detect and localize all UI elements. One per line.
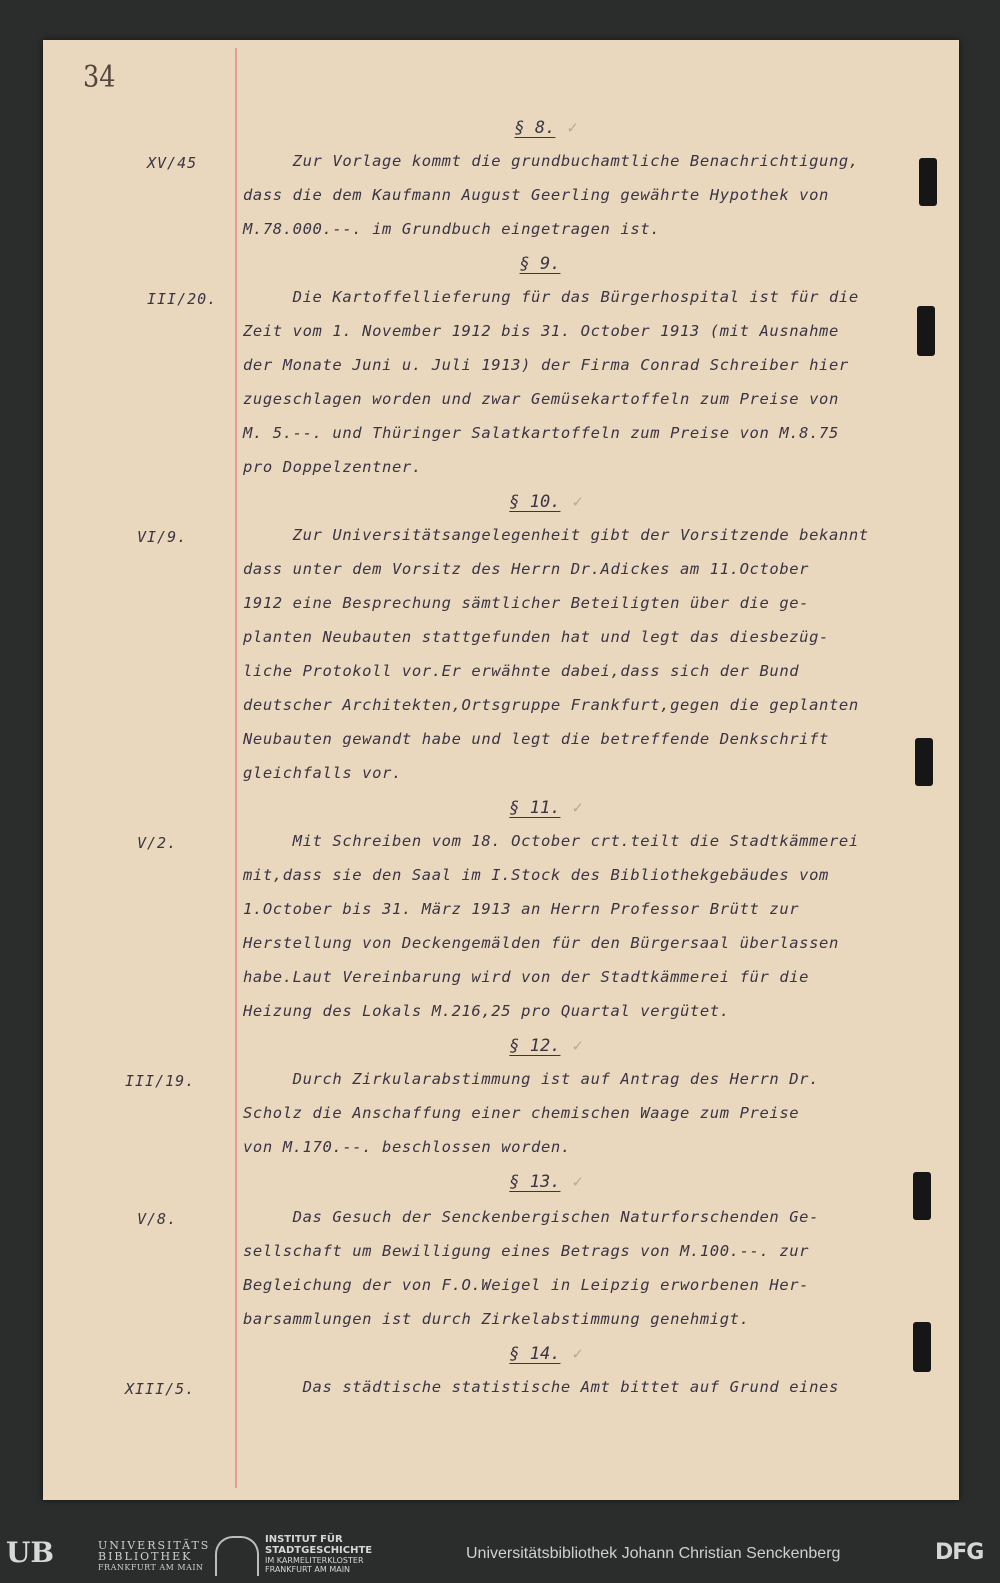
section-heading: § 8. ✓ — [514, 118, 578, 138]
ub-logo — [6, 1536, 211, 1576]
dfg-logo: DFG — [935, 1540, 984, 1565]
isg-text: INSTITUT FÜR STADTGESCHICHTE IM KARMELITERKLOSTER FRANKFURT AM MAIN — [265, 1534, 373, 1574]
text-line: Begleichung der von F.O.Weigel in Leipzig erworbenen Her- — [243, 1276, 810, 1294]
section-heading: § 14. ✓ — [509, 1344, 583, 1364]
section-heading: § 11. ✓ — [509, 798, 583, 818]
index-tab — [913, 1322, 931, 1372]
text-line: Das Gesuch der Senckenbergischen Naturforschenden Ge- — [243, 1208, 820, 1226]
text-line: deutscher Architekten,Ortsgruppe Frankfurt,gegen die geplanten — [243, 696, 859, 714]
margin-reference: V/2. — [137, 834, 178, 852]
text-line: dass die dem Kaufmann August Geerling gewährte Hypothek von — [243, 186, 829, 204]
margin-reference: XV/45 — [147, 154, 198, 172]
text-line: Mit Schreiben vom 18. October crt.teilt die Stadtkämmerei — [243, 832, 859, 850]
text-line: Neubauten gewandt habe und legt die betreffende Denkschrift — [243, 730, 829, 748]
text-line: Das städtische statistische Amt bittet auf Grund eines — [243, 1378, 839, 1396]
section-heading: § 12. ✓ — [509, 1036, 583, 1056]
section-heading: § 9. — [519, 254, 561, 274]
ub-mark: UB — [6, 1536, 55, 1569]
index-tab — [913, 1172, 931, 1220]
text-line: Zur Vorlage kommt die grundbuchamtliche Benachrichtigung, — [243, 152, 859, 170]
text-line: M.78.000.--. im Grundbuch eingetragen ist. — [243, 220, 661, 238]
text-line: Durch Zirkularabstimmung ist auf Antrag des Herrn Dr. — [243, 1070, 820, 1088]
text-line: Zur Universitätsangelegenheit gibt der Vorsitzende bekannt — [243, 526, 869, 544]
margin-reference: V/8. — [137, 1210, 178, 1228]
text-line: pro Doppelzentner. — [243, 458, 422, 476]
text-line: planten Neubauten stattgefunden hat und legt das diesbezüg- — [243, 628, 829, 646]
section-heading: § 13. ✓ — [509, 1172, 583, 1192]
isg-logo — [215, 1534, 445, 1578]
text-line: Zeit vom 1. November 1912 bis 31. October 1913 (mit Ausnahme — [243, 322, 839, 340]
text-line: zugeschlagen worden und zwar Gemüsekartoffeln zum Preise von — [243, 390, 839, 408]
text-line: barsammlungen ist durch Zirkelabstimmung genehmigt. — [243, 1310, 750, 1328]
text-line: gleichfalls vor. — [243, 764, 402, 782]
text-line: Scholz die Anschaffung einer chemischen Waage zum Preise — [243, 1104, 800, 1122]
margin-reference: III/20. — [147, 290, 218, 308]
text-line: 1.October bis 31. März 1913 an Herrn Professor Brütt zur — [243, 900, 800, 918]
text-line: dass unter dem Vorsitz des Herrn Dr.Adickes am 11.October — [243, 560, 810, 578]
page-number: 34 — [83, 60, 116, 95]
library-name: Universitätsbibliothek Johann Christian Senckenberg — [466, 1545, 841, 1562]
footer-bar — [0, 1528, 1000, 1583]
margin-reference: XIII/5. — [125, 1380, 196, 1398]
document-page — [43, 40, 959, 1500]
text-line: von M.170.--. beschlossen worden. — [243, 1138, 571, 1156]
text-line: Die Kartoffellieferung für das Bürgerhospital ist für die — [243, 288, 859, 306]
text-line: sellschaft um Bewilligung eines Betrags von M.100.--. zur — [243, 1242, 810, 1260]
margin-reference: III/19. — [125, 1072, 196, 1090]
text-line: Herstellung von Deckengemälden für den Bürgersaal überlassen — [243, 934, 839, 952]
margin-reference: VI/9. — [137, 528, 188, 546]
text-line: der Monate Juni u. Juli 1913) der Firma Conrad Schreiber hier — [243, 356, 849, 374]
text-line: liche Protokoll vor.Er erwähnte dabei,dass sich der Bund — [243, 662, 800, 680]
index-tab — [919, 158, 937, 206]
text-line: 1912 eine Besprechung sämtlicher Beteiligten über die ge- — [243, 594, 810, 612]
index-tab — [917, 306, 935, 356]
isg-arch-icon — [215, 1536, 259, 1576]
text-line: habe.Laut Vereinbarung wird von der Stadtkämmerei für die — [243, 968, 810, 986]
section-heading: § 10. ✓ — [509, 492, 583, 512]
text-line: mit,dass sie den Saal im I.Stock des Bibliothekgebäudes vom — [243, 866, 829, 884]
ub-text: UNIVERSITÄTS BIBLIOTHEK FRANKFURT AM MAIN — [98, 1539, 211, 1572]
text-line: Heizung des Lokals M.216,25 pro Quartal vergütet. — [243, 1002, 730, 1020]
index-tab — [915, 738, 933, 786]
text-line: M. 5.--. und Thüringer Salatkartoffeln zum Preise von M.8.75 — [243, 424, 839, 442]
